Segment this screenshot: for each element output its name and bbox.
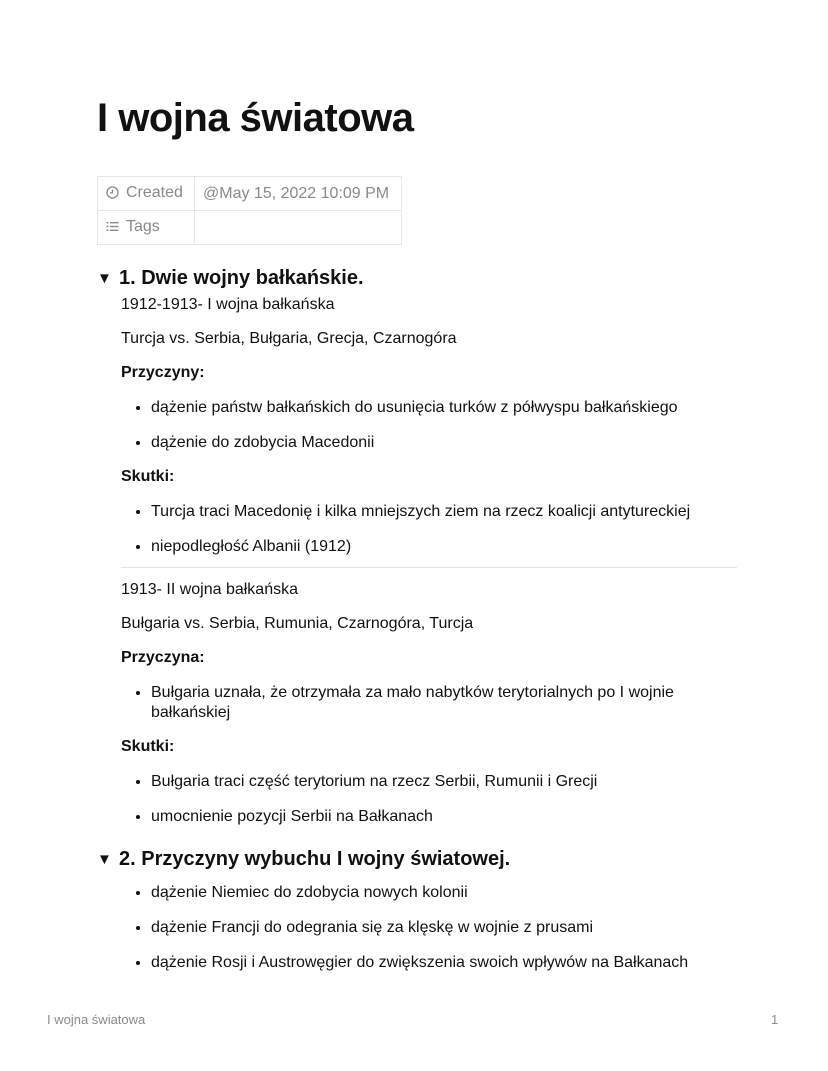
bullet-list xyxy=(121,877,737,982)
toggle-body xyxy=(97,292,737,836)
toggle-triangle-icon[interactable]: ▼ xyxy=(97,850,112,868)
property-row-created[interactable] xyxy=(98,177,402,211)
toggle-section-balkan-wars xyxy=(97,264,737,836)
clock-icon xyxy=(106,186,120,204)
label-causes: Przyczyny: xyxy=(121,364,205,381)
bullet-list xyxy=(121,677,737,732)
text-block: 1913- II wojna bałkańska xyxy=(121,581,298,598)
property-row-tags[interactable] xyxy=(98,211,402,245)
bullet-list xyxy=(121,766,737,836)
label-effects: Skutki: xyxy=(121,738,175,755)
list-item: • Turcja traci Macedonię i kilka mniejszych ziem na rzecz koalicji antytureckiej xyxy=(151,496,737,531)
text-block: 1912-1913- I wojna bałkańska xyxy=(121,296,335,313)
page-content xyxy=(97,263,737,982)
section-heading-text: 1. Dwie wojny bałkańskie. xyxy=(119,266,364,289)
properties-table xyxy=(97,176,402,245)
toggle-body xyxy=(97,877,737,982)
list-item: • dążenie państw bałkańskich do usunięcia turków z półwyspu bałkańskiego xyxy=(151,392,737,427)
list-item: • dążenie do zdobycia Macedonii xyxy=(151,427,737,462)
bullet-list xyxy=(121,496,737,566)
property-label-tags: Tags xyxy=(126,217,160,235)
list-item: • dążenie Francji do odegrania się za klęskę w wojnie z prusami xyxy=(151,912,737,947)
list-item: • dążenie Niemiec do zdobycia nowych kolonii xyxy=(151,877,737,912)
list-icon xyxy=(106,220,120,238)
property-label-created: Created xyxy=(126,183,183,201)
section-heading-text: 2. Przyczyny wybuchu I wojny światowej. xyxy=(119,847,511,870)
label-cause: Przyczyna: xyxy=(121,649,205,666)
property-value-created[interactable]: @May 15, 2022 10:09 PM xyxy=(195,177,402,211)
list-item: • Bułgaria uznała, że otrzymała za mało nabytków terytorialnych po I wojnie bałkańskiej xyxy=(151,677,737,732)
label-effects: Skutki: xyxy=(121,468,175,485)
list-item: • umocnienie pozycji Serbii na Bałkanach xyxy=(151,801,737,836)
list-item: • niepodległość Albanii (1912) xyxy=(151,531,737,566)
property-value-tags[interactable] xyxy=(195,211,402,245)
toggle-heading[interactable] xyxy=(97,845,737,873)
page-title: I wojna światowa xyxy=(97,96,414,140)
toggle-heading[interactable] xyxy=(97,264,737,292)
footer-title: I wojna światowa xyxy=(47,1012,146,1027)
divider xyxy=(121,567,737,568)
toggle-triangle-icon[interactable]: ▼ xyxy=(97,269,112,287)
list-item: • Bułgaria traci część terytorium na rzecz Serbii, Rumunii i Grecji xyxy=(151,766,737,801)
text-block: Bułgaria vs. Serbia, Rumunia, Czarnogóra, Turcja xyxy=(121,615,474,632)
bullet-list xyxy=(121,392,737,462)
footer-page-number: 1 xyxy=(771,1012,779,1027)
list-item: • dążenie Rosji i Austrowęgier do zwiększenia swoich wpływów na Bałkanach xyxy=(151,947,737,982)
toggle-section-war-causes xyxy=(97,845,737,982)
text-block: Turcja vs. Serbia, Bułgaria, Grecja, Czarnogóra xyxy=(121,330,457,347)
